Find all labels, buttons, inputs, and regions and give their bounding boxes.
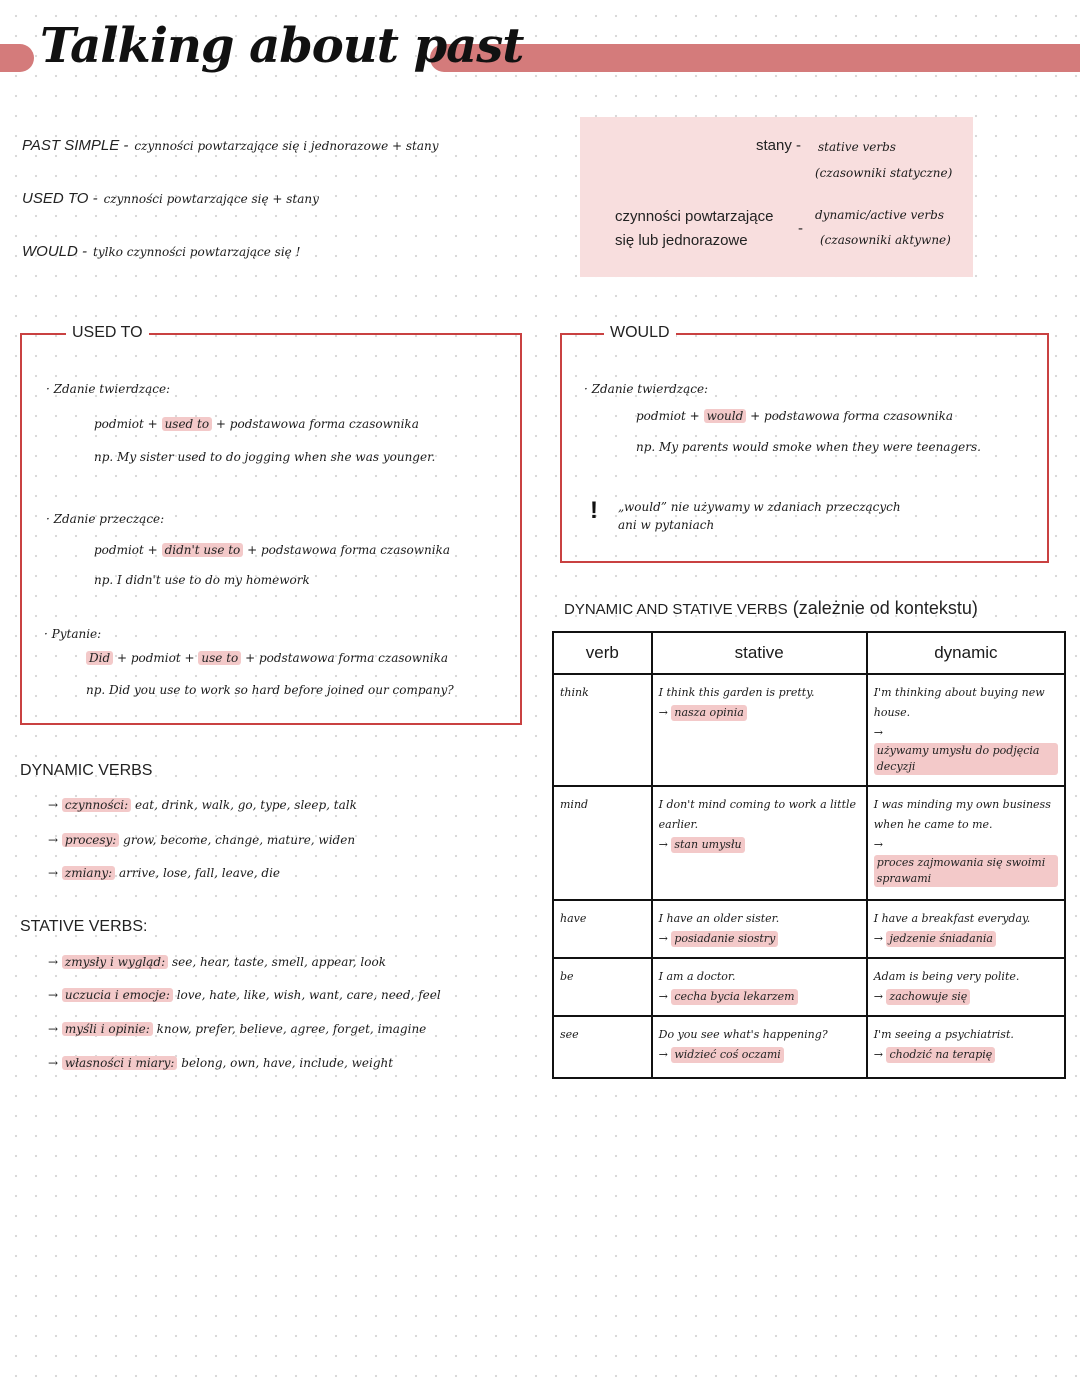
would-example: np. My parents would smoke when they were teenagers. bbox=[636, 440, 981, 454]
summary-dynamic-pl: (czasowniki aktywne) bbox=[820, 233, 951, 247]
used-to-q-heading: · Pytanie: bbox=[44, 627, 102, 641]
table-row bbox=[553, 900, 1065, 958]
title-accent-left bbox=[0, 44, 34, 72]
used-to-q-example: np. Did you use to work so hard before joined our company? bbox=[86, 683, 454, 697]
arrow-right-icon: → bbox=[873, 990, 883, 1003]
arrow-right-icon: → bbox=[658, 706, 668, 719]
dynamic-cell: I'm thinking about buying new house. → używamy umysłu do podjęcia decyzji bbox=[867, 674, 1065, 786]
stative-verbs-item: → myśli i opinie: know, prefer, believe, agree, forget, imagine bbox=[48, 1022, 427, 1036]
summary-dynamic: dynamic/active verbs bbox=[815, 208, 945, 222]
arrow-right-icon: → bbox=[873, 838, 883, 851]
would-title: WOULD bbox=[604, 324, 676, 342]
used-to-affirm-formula: podmiot + used to + podstawowa forma czasownika bbox=[94, 417, 419, 431]
summary-stany: stany - bbox=[756, 137, 802, 154]
dynamic-verbs-item: → procesy: grow, become, change, mature, widen bbox=[48, 833, 356, 847]
stative-verbs-title: STATIVE VERBS: bbox=[20, 918, 148, 935]
stative-verbs-item: → własności i miary: belong, own, have, include, weight bbox=[48, 1056, 394, 1070]
stative-cell: I am a doctor. → cecha bycia lekarzem bbox=[652, 958, 867, 1016]
dynamic-cell: I'm seeing a psychiatrist. → chodzić na terapię bbox=[867, 1016, 1065, 1078]
summary-stative: stative verbs bbox=[818, 140, 896, 154]
stative-verbs-item: → zmysły i wygląd: see, hear, taste, smell, appear, look bbox=[48, 955, 386, 969]
table-row bbox=[553, 786, 1065, 900]
intro-row-used-to: USED TO - czynności powtarzające się + stany bbox=[22, 190, 319, 207]
table-row bbox=[553, 958, 1065, 1016]
would-affirm-heading: · Zdanie twierdzące: bbox=[584, 382, 709, 396]
arrow-right-icon: → bbox=[658, 932, 668, 945]
used-to-title: USED TO bbox=[66, 324, 149, 342]
title-accent-bar bbox=[430, 44, 1080, 72]
arrow-right-icon: → bbox=[48, 1022, 59, 1036]
verb-cell: see bbox=[553, 1016, 652, 1078]
dynamic-cell: I have a breakfast everyday. → jedzenie śniadania bbox=[867, 900, 1065, 958]
summary-dash: - bbox=[798, 220, 803, 237]
arrow-right-icon: → bbox=[48, 798, 59, 812]
stative-cell: Do you see what's happening? → widzieć coś oczami bbox=[652, 1016, 867, 1078]
dynamic-cell: I was minding my own business when he came to me. → proces zajmowania się swoimi sprawami bbox=[867, 786, 1065, 900]
dynamic-verbs-item: → zmiany: arrive, lose, fall, leave, die bbox=[48, 866, 281, 880]
intro-row-past-simple: PAST SIMPLE - czynności powtarzające się i jednorazowe + stany bbox=[22, 137, 439, 154]
table-row bbox=[553, 1016, 1065, 1078]
arrow-right-icon: → bbox=[873, 1048, 883, 1061]
verb-cell: have bbox=[553, 900, 652, 958]
column-header-stative: stative bbox=[652, 632, 867, 674]
verb-cell: be bbox=[553, 958, 652, 1016]
verb-cell: mind bbox=[553, 786, 652, 900]
stative-cell: I have an older sister. → posiadanie siostry bbox=[652, 900, 867, 958]
column-header-dynamic: dynamic bbox=[867, 632, 1065, 674]
page-title: Talking about past bbox=[40, 18, 524, 74]
intro-row-would: WOULD - tylko czynności powtarzające się ! bbox=[22, 243, 301, 260]
dynamic-verbs-title: DYNAMIC VERBS bbox=[20, 762, 153, 779]
verbs-table-heading: DYNAMIC AND STATIVE VERBS (zależnie od kontekstu) bbox=[564, 598, 978, 618]
arrow-right-icon: → bbox=[48, 1056, 59, 1070]
used-to-affirm-heading: · Zdanie twierdzące: bbox=[46, 382, 171, 396]
used-to-q-formula: Did + podmiot + use to + podstawowa forma czasownika bbox=[86, 651, 448, 665]
summary-stative-pl: (czasowniki statyczne) bbox=[815, 166, 953, 180]
table-header-row bbox=[553, 632, 1065, 674]
summary-czynnosci-2: się lub jednorazowe bbox=[615, 232, 748, 249]
arrow-right-icon: → bbox=[48, 955, 59, 969]
arrow-right-icon: → bbox=[658, 838, 668, 851]
stative-verbs-item: → uczucia i emocje: love, hate, like, wish, want, care, need, feel bbox=[48, 988, 441, 1002]
would-formula: podmiot + would + podstawowa forma czasownika bbox=[636, 409, 954, 423]
used-to-neg-formula: podmiot + didn't use to + podstawowa forma czasownika bbox=[94, 543, 451, 557]
arrow-right-icon: → bbox=[873, 932, 883, 945]
stative-cell: I don't mind coming to work a little earlier. → stan umysłu bbox=[652, 786, 867, 900]
verb-cell: think bbox=[553, 674, 652, 786]
arrow-right-icon: → bbox=[658, 1048, 668, 1061]
dynamic-verbs-item: → czynności: eat, drink, walk, go, type, sleep, talk bbox=[48, 798, 357, 812]
arrow-right-icon: → bbox=[658, 990, 668, 1003]
warning-icon: ! bbox=[590, 497, 598, 524]
summary-czynnosci-1: czynności powtarzające bbox=[615, 208, 774, 225]
arrow-right-icon: → bbox=[48, 988, 59, 1002]
arrow-right-icon: → bbox=[48, 866, 59, 880]
used-to-neg-heading: · Zdanie przeczące: bbox=[46, 512, 165, 526]
would-note-1: „would” nie używamy w zdaniach przeczących bbox=[618, 500, 901, 514]
stative-cell: I think this garden is pretty. → nasza opinia bbox=[652, 674, 867, 786]
dynamic-cell: Adam is being very polite. → zachowuje się bbox=[867, 958, 1065, 1016]
used-to-affirm-example: np. My sister used to do jogging when she was younger. bbox=[94, 450, 436, 464]
column-header-verb: verb bbox=[553, 632, 652, 674]
arrow-right-icon: → bbox=[873, 726, 883, 739]
arrow-right-icon: → bbox=[48, 833, 59, 847]
verbs-table bbox=[552, 631, 1066, 1079]
used-to-neg-example: np. I didn't use to do my homework bbox=[94, 573, 310, 587]
would-note-2: ani w pytaniach bbox=[618, 518, 715, 532]
table-row bbox=[553, 674, 1065, 786]
